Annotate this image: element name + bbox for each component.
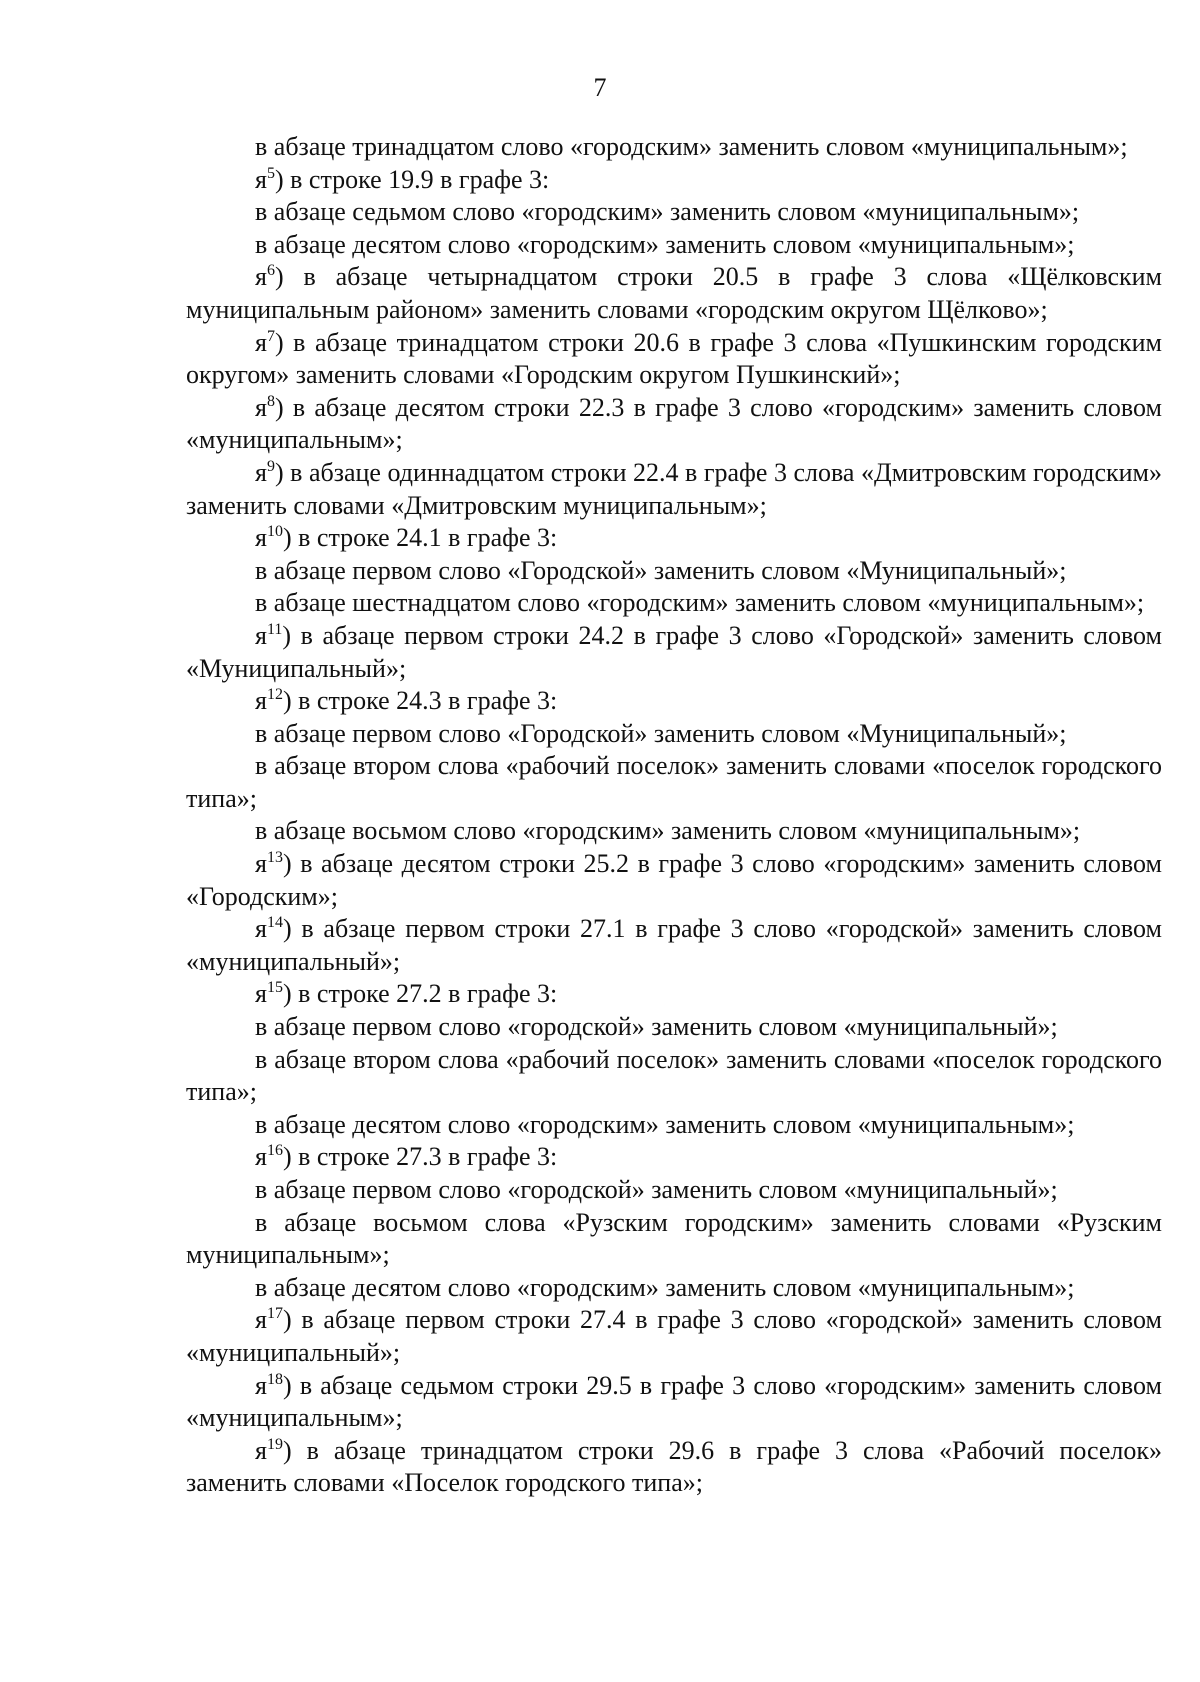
item-marker xyxy=(255,523,283,552)
item-marker-index: 7 xyxy=(266,327,275,345)
item-marker-letter: я xyxy=(255,1370,267,1400)
page-number: 7 xyxy=(593,73,607,102)
item-marker-index: 19 xyxy=(266,1435,283,1453)
paragraph xyxy=(186,1370,1162,1435)
paragraph xyxy=(186,1044,1162,1109)
item-marker-index: 14 xyxy=(266,914,283,932)
paragraph-text: в абзаце втором слова «рабочий поселок» заменить словами «поселок городского типа»; xyxy=(186,751,1162,813)
item-marker-letter: я xyxy=(255,914,267,944)
item-marker-letter: я xyxy=(255,164,267,194)
paragraph-text: ) в строке 24.1 в графе 3: xyxy=(282,523,558,553)
paragraph-text: ) в абзаце десятом строки 22.3 в графе 3 слово «городским» заменить словом «муниципальным»; xyxy=(186,392,1162,455)
item-marker-letter: я xyxy=(255,1305,267,1335)
paragraph-text: ) в абзаце десятом строки 25.2 в графе 3 слово «городским» заменить словом «Городским»; xyxy=(186,849,1162,911)
paragraph xyxy=(186,848,1162,913)
item-marker-index: 6 xyxy=(266,262,275,280)
paragraph xyxy=(186,131,1162,164)
paragraph-text: ) в строке 27.3 в графе 3: xyxy=(282,1142,558,1172)
paragraph-text: ) в абзаце тринадцатом строки 29.6 в графе 3 слова «Рабочий поселок» заменить словами «Поселок городского типа»; xyxy=(186,1435,1162,1498)
paragraph xyxy=(186,1435,1162,1500)
item-marker-letter: я xyxy=(255,457,267,487)
paragraph-text: в абзаце тринадцатом слово «городским» заменить словом «муниципальным»; xyxy=(255,132,1128,161)
paragraph-text: в абзаце втором слова «рабочий поселок» заменить словами «поселок городского типа»; xyxy=(186,1044,1162,1107)
paragraph xyxy=(186,587,1162,620)
paragraph xyxy=(186,261,1162,326)
paragraph xyxy=(186,750,1162,815)
item-marker-index: 8 xyxy=(266,392,275,410)
item-marker-index: 11 xyxy=(266,620,283,638)
item-marker-index: 18 xyxy=(266,1370,283,1388)
item-marker-letter: я xyxy=(255,327,267,357)
item-marker xyxy=(255,1142,283,1171)
paragraph-text: ) в абзаце первом строки 27.4 в графе 3 слово «городской» заменить словом «муниципальный»; xyxy=(186,1305,1162,1367)
item-marker-index: 16 xyxy=(266,1142,283,1160)
paragraph-text: в абзаце шестнадцатом слово «городским» заменить словом «муниципальным»; xyxy=(255,588,1145,618)
paragraph xyxy=(186,196,1162,229)
paragraph-text: ) в строке 24.3 в графе 3: xyxy=(282,686,558,716)
paragraph-text: в абзаце десятом слово «городским» заменить словом «муниципальным»; xyxy=(255,229,1075,259)
paragraph xyxy=(186,620,1162,685)
paragraph xyxy=(186,913,1162,978)
paragraph-text: в абзаце первом слово «Городской» заменить словом «Муниципальный»; xyxy=(255,555,1067,585)
item-marker xyxy=(255,1436,283,1465)
paragraph-text: ) в абзаце четырнадцатом строки 20.5 в графе 3 слова «Щёлковским муниципальным районом» заменить словами «городским округом Щёлково»; xyxy=(186,262,1162,324)
paragraph xyxy=(186,327,1162,392)
item-marker xyxy=(255,262,275,291)
paragraph-text: ) в абзаце первом строки 27.1 в графе 3 слово «городской» заменить словом «муниципальный»; xyxy=(186,914,1162,976)
paragraph-text: ) в абзаце тринадцатом строки 20.6 в графе 3 слова «Пушкинским городским округом» заменить словами «Городским округом Пушкинский»; xyxy=(186,327,1162,390)
paragraph xyxy=(186,718,1162,751)
paragraph xyxy=(186,392,1162,457)
item-marker xyxy=(255,914,283,943)
item-marker xyxy=(255,458,275,487)
item-marker-letter: я xyxy=(255,523,267,553)
item-marker xyxy=(255,328,275,357)
item-marker-letter: я xyxy=(255,1142,267,1172)
paragraph xyxy=(186,978,1162,1011)
item-marker-index: 10 xyxy=(266,523,283,541)
item-marker xyxy=(255,165,275,194)
paragraph xyxy=(186,1109,1162,1142)
item-marker xyxy=(255,979,283,1008)
item-marker-letter: я xyxy=(255,262,267,292)
paragraph-text: в абзаце седьмом слово «городским» заменить словом «муниципальным»; xyxy=(255,197,1080,227)
paragraph-text: ) в абзаце седьмом строки 29.5 в графе 3 слово «городским» заменить словом «муниципальным»; xyxy=(186,1370,1162,1433)
item-marker xyxy=(255,1305,283,1334)
item-marker xyxy=(255,1371,283,1400)
item-marker-index: 15 xyxy=(266,979,283,997)
paragraph-text: в абзаце первом слово «городской» заменить словом «муниципальный»; xyxy=(255,1175,1058,1204)
paragraph xyxy=(186,1141,1162,1174)
paragraph xyxy=(186,522,1162,555)
item-marker-index: 12 xyxy=(266,686,283,704)
item-marker-index: 17 xyxy=(266,1305,283,1323)
paragraph-text: в абзаце восьмом слово «городским» заменить словом «муниципальным»; xyxy=(255,816,1081,846)
paragraph xyxy=(186,229,1162,262)
paragraph-text: ) в строке 19.9 в графе 3: xyxy=(274,164,550,194)
paragraph xyxy=(186,685,1162,718)
paragraph xyxy=(186,457,1162,522)
item-marker-letter: я xyxy=(255,392,267,422)
item-marker-letter: я xyxy=(255,979,267,1009)
item-marker-index: 5 xyxy=(266,164,275,182)
document-body xyxy=(186,131,1162,1500)
paragraph xyxy=(186,1011,1162,1044)
item-marker xyxy=(255,621,282,650)
paragraph xyxy=(186,555,1162,588)
paragraph xyxy=(186,1304,1162,1369)
paragraph-text: ) в абзаце первом строки 24.2 в графе 3 слово «Городской» заменить словом «Муниципальный»; xyxy=(186,620,1162,683)
paragraph-text: в абзаце первом слово «Городской» заменить словом «Муниципальный»; xyxy=(255,718,1067,748)
item-marker-index: 9 xyxy=(266,457,275,475)
paragraph-text: в абзаце первом слово «городской» заменить словом «муниципальный»; xyxy=(255,1012,1058,1042)
paragraph xyxy=(186,1174,1162,1207)
item-marker xyxy=(255,849,283,878)
paragraph-text: в абзаце восьмом слова «Рузским городским» заменить словами «Рузским муниципальным»; xyxy=(186,1207,1162,1270)
item-marker-letter: я xyxy=(255,686,267,716)
item-marker-letter: я xyxy=(255,1435,267,1465)
item-marker-index: 13 xyxy=(266,849,283,867)
item-marker xyxy=(255,393,275,422)
paragraph-text: в абзаце десятом слово «городским» заменить словом «муниципальным»; xyxy=(255,1272,1075,1302)
paragraph xyxy=(186,815,1162,848)
item-marker-letter: я xyxy=(255,620,267,650)
paragraph xyxy=(186,164,1162,197)
item-marker-letter: я xyxy=(255,849,267,879)
paragraph xyxy=(186,1207,1162,1272)
paragraph xyxy=(186,1272,1162,1305)
paragraph-text: в абзаце десятом слово «городским» заменить словом «муниципальным»; xyxy=(255,1109,1075,1139)
item-marker xyxy=(255,686,283,715)
paragraph-text: ) в строке 27.2 в графе 3: xyxy=(282,979,558,1009)
paragraph-text: ) в абзаце одиннадцатом строки 22.4 в графе 3 слова «Дмитровским городским» заменить словами «Дмитровским муниципальным»; xyxy=(186,457,1162,520)
